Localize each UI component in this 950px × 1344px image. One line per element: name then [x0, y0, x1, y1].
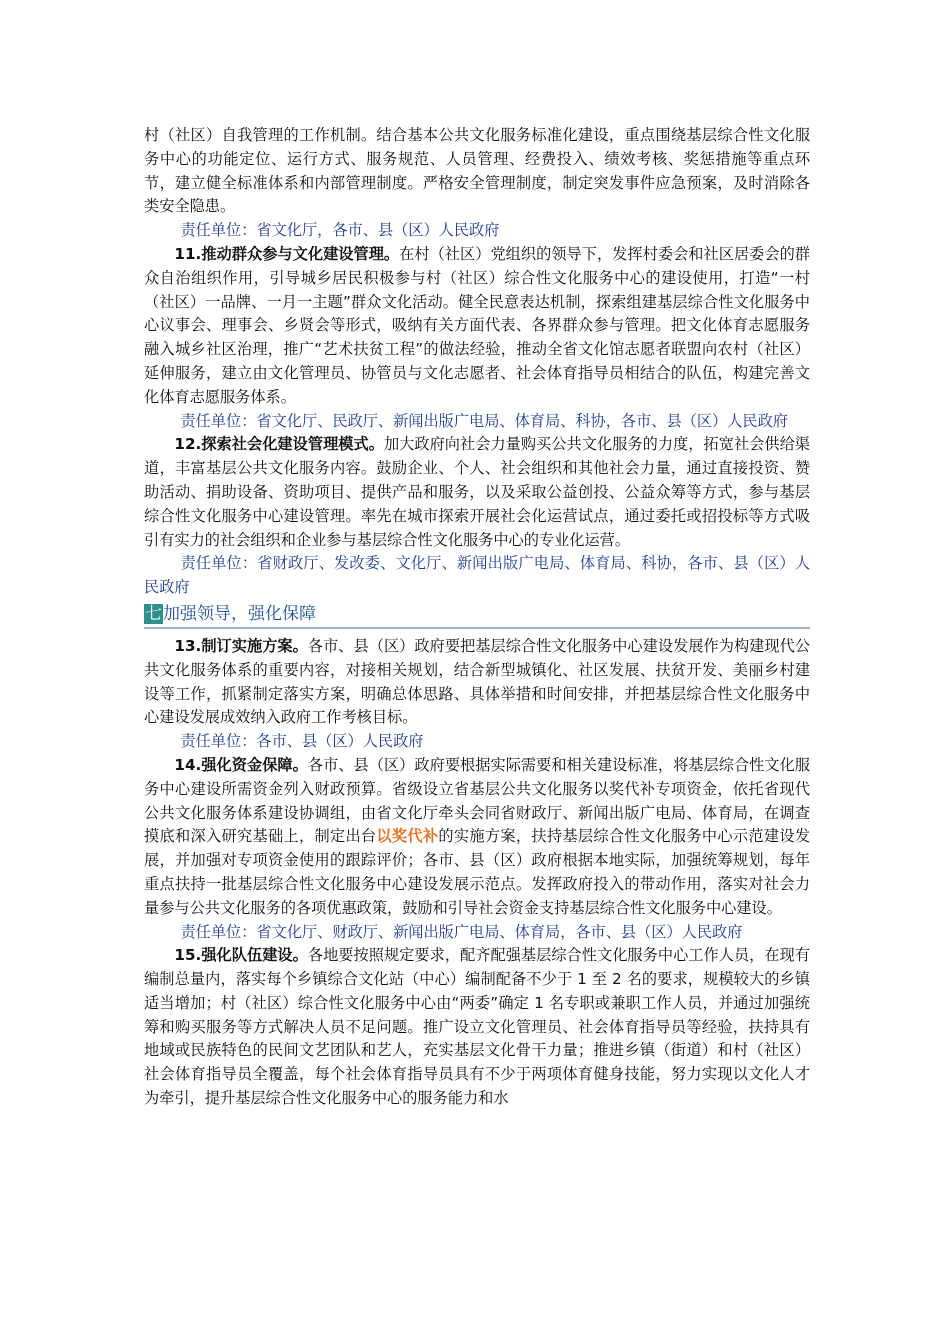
item-14-title: 14.强化资金保障。	[174, 755, 308, 774]
item-13-body: 各市、县（区）政府要把基层综合性文化服务中心建设发展作为构建现代公共文化服务体系的重要内容，对接相关规划，结合新型城镇化、社区发展、扶贫开发、美丽乡村建设等工作，抓紧制定落实方案，明确总体思路、具体举措和时间安排，并把基层综合性文化服务中心建设发展成效纳入政府工作考核目标。	[144, 636, 811, 727]
item-15-title: 15.强化队伍建设。	[174, 946, 308, 965]
responsibility-line: 责任单位：省文化厅、民政厅、新闻出版广电局、体育局、科协，各市、县（区）人民政府	[180, 411, 788, 430]
responsibility-line: 责任单位：省财政厅、发改委、文化厅、新闻出版广电局、体育局、科协，各市、县（区）人民政府	[144, 554, 810, 597]
responsibility-line: 责任单位：各市、县（区）人民政府	[180, 732, 424, 751]
section-title: 加强领导，强化保障	[163, 603, 316, 624]
responsibility-line: 责任单位：省文化厅，各市、县（区）人民政府	[180, 221, 500, 240]
item-14-body-cont: 的实施方案，扶持基层综合性文化服务中心示范建设发展，并加强对专项资金使用的跟踪评价；各市、县（区）政府根据本地实际，加强统筹规划，每年重点扶持一批基层综合性文化服务中心建设发展示范点。发挥政府投入的带动作用，落实对社会力量参与公共文化服务的各项优惠政策，鼓励和引导社会资金支持基层综合性文化服务中心建设。	[144, 827, 811, 917]
item-11-paragraph	[144, 243, 810, 410]
item-13-title: 13.制订实施方案。	[174, 636, 308, 655]
section-heading	[144, 602, 810, 629]
item-11-body: 在村（社区）党组织的领导下，发挥村委会和社区居委会的群众自治组织作用，引导城乡居民积极参与村（社区）综合性文化服务中心的建设使用，打造“一村（社区）一品牌、一月一主题”群众文化活动。健全民意表达机制，探索组建基层综合性文化服务中心议事会、理事会、乡贤会等形式，吸纳有关方面代表、各界群众参与管理。把文化体育志愿服务融入城乡社区治理，推广“艺术扶贫工程”的做法经验，推动全省文化馆志愿者联盟向农村（社区）延伸服务，建立由文化管理员、协管员与文化志愿者、社会体育指导员相结合的队伍，构建完善文化体育志愿服务体系。	[144, 244, 811, 406]
item-14-body: 各市、县（区）政府要根据实际需要和相关建设标准，将基层综合性文化服务中心建设所需资金列入财政预算。省级设立省基层公共文化服务以奖代补专项资金，依托省现代公共文化服务体系建设协调组，由省文化厅牵头会同省财政厅、新闻出版广电局、体育局，在调查摸底和深入研究基础上，制定出台	[144, 755, 811, 846]
item-12-body: 加大政府向社会力量购买公共文化服务的力度，拓宽社会供给渠道，丰富基层公共文化服务内容。鼓励企业、个人、社会组织和其他社会力量，通过直接投资、赞助活动、捐助设备、资助项目、提供产品和服务，以及采取公益创投、公益众筹等方式，参与基层综合性文化服务中心建设管理。率先在城市探索开展社会化运营试点，通过委托或招投标等方式吸引有实力的社会组织和企业参与基层综合性文化服务中心的专业化运营。	[144, 435, 810, 549]
item-14-paragraph	[144, 754, 810, 921]
item-15-paragraph	[144, 944, 810, 1111]
item-11-title: 11.推动群众参与文化建设管理。	[174, 244, 400, 263]
document-body	[144, 124, 810, 1111]
item-12-paragraph	[144, 433, 810, 552]
item-12-title: 12.探索社会化建设管理模式。	[174, 435, 384, 454]
highlighted-term: 以奖代补	[376, 827, 439, 846]
paragraph-continued: 村（社区）自我管理的工作机制。结合基本公共文化服务标准化建设，重点围绕基层综合性文化服务中心的功能定位、运行方式、服务规范、人员管理、经费投入、绩效考核、奖惩措施等重点环节，建立健全标准体系和内部管理制度。严格安全管理制度，制定突发事件应急预案，及时消除各类安全隐患。	[144, 126, 810, 216]
section-number: 七	[145, 603, 162, 624]
item-15-body: 各地要按照规定要求，配齐配强基层综合性文化服务中心工作人员，在现有编制总量内，落实每个乡镇综合文化站（中心）编制配备不少于 1 至 2 名的要求，规模较大的乡镇适当增加；村（社区）综合性文化服务中心由“两委”确定 1 名专职或兼职工作人员，并通过加强统筹和购买服务等方式解决人员不足问题。推广设立文化管理员、社会体育指导员等经验，扶持具有地域或民族特色的民间文艺团队和艺人，充实基层文化骨干力量；推进乡镇（街道）和村（社区）社会体育指导员全覆盖，每个社会体育指导员具有不少于两项体育健身技能，努力实现以文化人才为牵引，提升基层综合性文化服务中心的服务能力和水	[144, 946, 811, 1108]
item-13-paragraph	[144, 635, 810, 730]
responsibility-line: 责任单位：省文化厅、财政厅、新闻出版广电局、体育局，各市、县（区）人民政府	[180, 922, 743, 941]
